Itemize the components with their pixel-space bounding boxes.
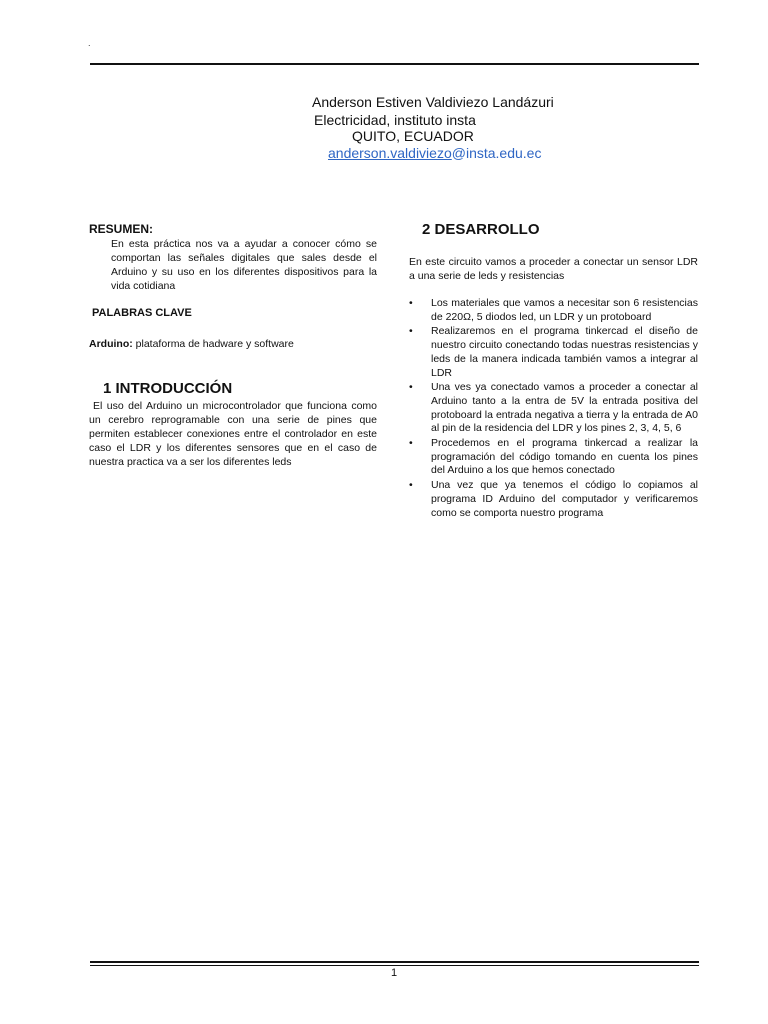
list-item <box>409 381 698 436</box>
desarrollo-heading: 2 DESARROLLO <box>422 221 540 238</box>
desarrollo-bullet-list <box>409 297 698 521</box>
desarrollo-intro: En este circuito vamos a proceder a conectar un sensor LDR a una serie de leds y resistencias <box>409 256 698 282</box>
palabras-clave-heading: PALABRAS CLAVE <box>92 307 192 319</box>
resumen-text: En esta práctica nos va a ayudar a conocer cómo se comportan las señales digitales que sales desde el Arduino y su uso en los diferentes dispositivos para la vida cotidiana <box>111 238 377 292</box>
intro-heading: 1 INTRODUCCIÓN <box>103 380 233 397</box>
bullet-text: Los materiales que vamos a necesitar son 6 resistencias de 220Ω, 5 diodos led, un LDR y un protoboard <box>431 297 698 323</box>
bullet-text: Una ves ya conectado vamos a proceder a conectar al Arduino tanto a la entra de 5V la entrada positiva del protoboard la entrada negativa a tierra y la entrada de A0 al pin de la residencia del LDR y los pines 2, 3, 4, 5, 6 <box>431 381 698 435</box>
bullet-icon: • <box>409 325 413 338</box>
resumen-heading: RESUMEN: <box>89 222 154 236</box>
email-user[interactable]: anderson.valdiviezo <box>328 145 452 161</box>
author-location: QUITO, ECUADOR <box>352 128 474 144</box>
bullet-icon: • <box>409 479 413 492</box>
bullet-icon: • <box>409 437 413 450</box>
author-email[interactable] <box>328 145 541 161</box>
list-item <box>409 297 698 324</box>
keyword-definition: plataforma de hadware y software <box>132 338 294 350</box>
email-domain[interactable]: @insta.edu.ec <box>451 145 542 161</box>
list-item <box>409 325 698 380</box>
intro-text: El uso del Arduino un microcontrolador que funciona como un cerebro reprogramable con una serie de pines que permiten establecer conexiones entre el controlador en este caso el LDR y los diferentes sensores que en el caso de nuestra practica va a ser los diferentes leds <box>89 400 377 468</box>
list-item <box>409 479 698 520</box>
bullet-text: Una vez que ya tenemos el código lo copiamos al programa ID Arduino del computador y verificaremos como se comporta nuestro programa <box>431 479 698 519</box>
header-mark: . <box>88 38 91 48</box>
author-name: Anderson Estiven Valdiviezo Landázuri <box>312 94 554 110</box>
bullet-text: Realizaremos en el programa tinkercad el diseño de nuestro circuito conectando todas nuestras resistencias y leds de la manera indicada también vamos a integrar al LDR <box>431 325 698 379</box>
bullet-icon: • <box>409 381 413 394</box>
keyword-term: Arduino: <box>89 338 133 350</box>
list-item <box>409 437 698 478</box>
keyword-line <box>89 337 389 351</box>
bullet-icon: • <box>409 297 413 309</box>
footer-rule <box>90 961 699 963</box>
author-affiliation: Electricidad, instituto insta <box>314 112 476 128</box>
header-rule <box>90 63 699 65</box>
footer-rule-thin <box>90 965 699 966</box>
page-number: 1 <box>390 967 398 979</box>
bullet-text: Procedemos en el programa tinkercad a realizar la programación del código tomando en cuenta los pines del Arduino a los que hemos conectado <box>431 437 698 477</box>
